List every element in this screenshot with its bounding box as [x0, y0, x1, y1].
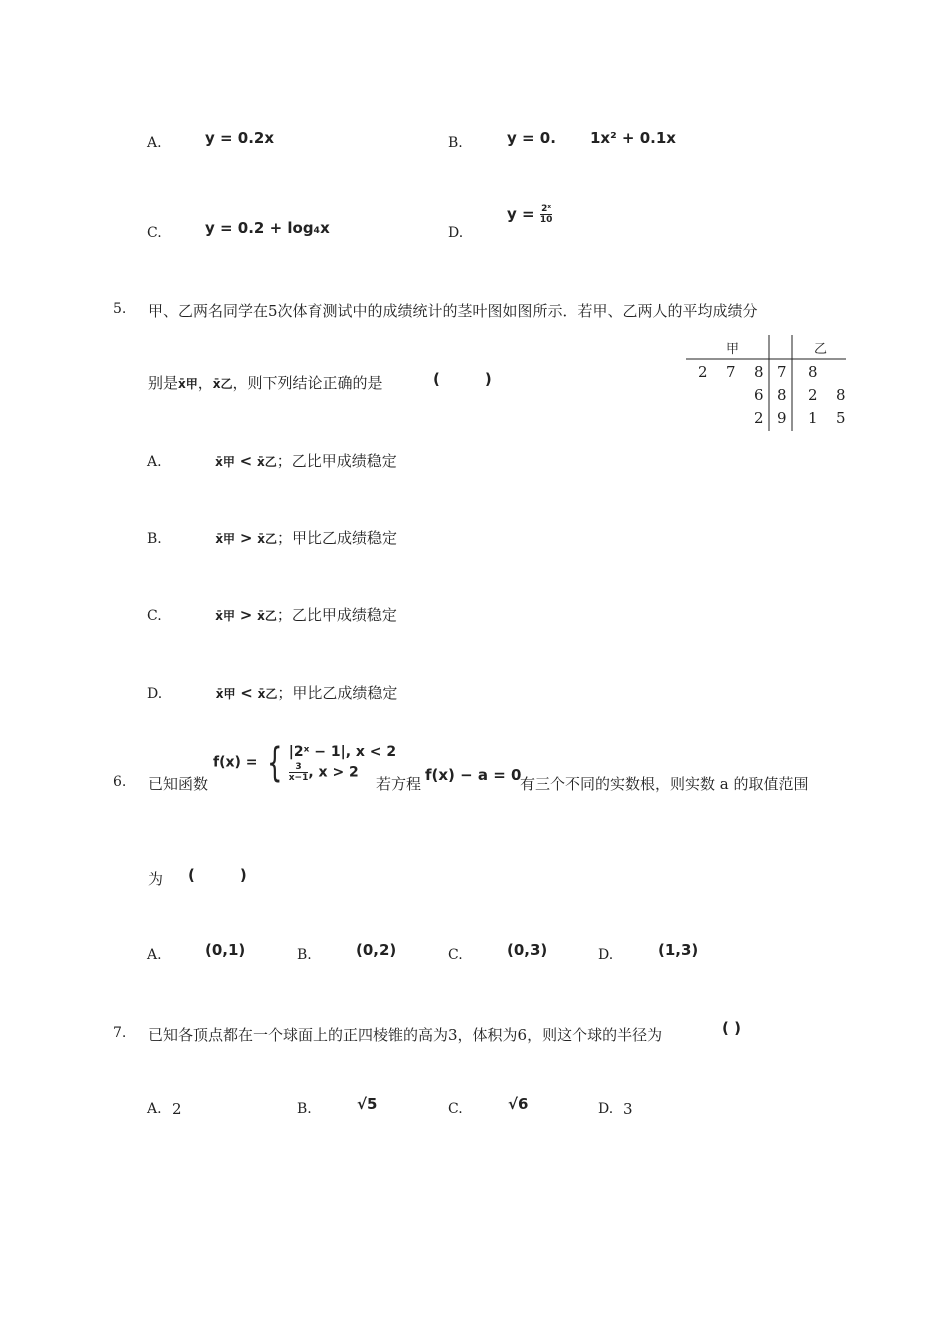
q6-case2-fraction — [289, 762, 309, 783]
q6-case1: |2ˣ − 1|, x < 2 — [288, 744, 397, 760]
q6-number: 6. — [113, 774, 127, 790]
q4-option-d-denominator: 10 — [539, 215, 553, 225]
q5-option-text: ；乙比甲成绩稳定 — [276, 606, 397, 624]
q6-option-value: (0,1) — [205, 941, 246, 959]
q4-option-d-label: D. — [448, 225, 464, 241]
stem-value: 8 — [777, 386, 787, 404]
stem-leaf-header-jia: 甲 — [726, 342, 740, 357]
q5-answer-paren: ( ) — [433, 370, 492, 388]
q5-option-label: A. — [147, 454, 162, 470]
q5-option-lhs: x̄甲 — [215, 455, 235, 469]
q5-option-lhs: x̄甲 — [215, 609, 235, 623]
leaf-jia: 2 — [698, 363, 708, 381]
q6-answer-paren: ( ) — [188, 866, 247, 884]
leaf-yi: 5 — [836, 409, 846, 427]
q6-option-value: (0,3) — [507, 941, 548, 959]
q6-option-label: B. — [297, 947, 312, 963]
q5-option-text: ；乙比甲成绩稳定 — [276, 452, 397, 470]
q5-option-b — [147, 527, 397, 548]
q5-option-rhs: x̄乙 — [257, 532, 277, 546]
q6-case2-condition: , x > 2 — [308, 764, 359, 781]
q5-stem-suffix: ，则下列结论正确的是 — [232, 374, 383, 392]
q4-option-a-label: A. — [147, 135, 162, 151]
q6-prefix: 已知函数 — [148, 775, 209, 793]
q5-option-lhs: x̄甲 — [215, 687, 236, 701]
leaf-yi: 8 — [808, 363, 818, 381]
q7-stem: 已知各顶点都在一个球面上的正四棱锥的高为3，体积为6，则这个球的半径为 — [148, 1026, 663, 1044]
q7-option-value: 3 — [623, 1100, 633, 1118]
q7-answer-paren: ( ) — [722, 1019, 741, 1037]
q4-option-d-fraction — [540, 204, 553, 225]
stem-value: 7 — [777, 363, 787, 381]
q4-option-b-label: B. — [448, 135, 463, 151]
q5-option-a — [147, 450, 397, 471]
leaf-jia: 8 — [754, 363, 764, 381]
q4-option-c-label: C. — [147, 225, 162, 241]
q6-option-value: (1,3) — [658, 941, 699, 959]
q4-option-d-formula — [507, 204, 552, 225]
q6-option-label: A. — [147, 947, 162, 963]
q6-option-label: D. — [598, 947, 614, 963]
q5-option-text: ；甲比乙成绩稳定 — [277, 684, 398, 702]
q7-option-label: B. — [297, 1101, 312, 1117]
q7-option-value: 2 — [172, 1100, 182, 1118]
leaf-yi: 2 — [808, 386, 818, 404]
q7-number: 7. — [113, 1025, 127, 1041]
stem-leaf-header-yi: 乙 — [814, 342, 828, 357]
q6-option-value: (0,2) — [356, 941, 397, 959]
stem-value: 9 — [777, 409, 787, 427]
q5-stem-line1: 甲、乙两名同学在5次体育测试中的成绩统计的茎叶图如图所示．若甲、乙两人的平均成绩分 — [148, 302, 758, 320]
q5-option-d — [147, 682, 397, 703]
leaf-yi: 8 — [836, 386, 846, 404]
leaf-jia: 6 — [754, 386, 764, 404]
q4-option-d-prefix: y = — [507, 205, 535, 223]
leaf-jia: 7 — [726, 363, 736, 381]
q7-option-value: √6 — [508, 1095, 529, 1113]
q5-stem-line2 — [148, 372, 383, 393]
q5-stem-prefix: 别是 — [148, 374, 179, 392]
q5-option-operator: < — [239, 452, 253, 470]
q7-option-label: C. — [448, 1101, 463, 1117]
q6-line2: 为 — [148, 870, 164, 888]
left-brace-icon: { — [267, 739, 283, 786]
q7-option-label: D. — [598, 1101, 614, 1117]
leaf-yi: 1 — [808, 409, 818, 427]
q4-option-b-formula-part1: y = 0. — [507, 129, 556, 147]
q5-option-label: B. — [147, 531, 162, 547]
q4-option-b-formula-part2: 1x² + 0.1x — [590, 129, 676, 147]
q6-fx: f(x) = — [213, 754, 258, 771]
q6-case2-numerator: 3 — [289, 762, 309, 773]
q5-option-operator: > — [239, 606, 253, 624]
q6-suffix: 有三个不同的实数根，则实数 a 的取值范围 — [520, 775, 809, 793]
q5-option-lhs: x̄甲 — [215, 532, 236, 546]
q6-case2-denominator: x−1 — [288, 773, 309, 783]
q6-mid: 若方程 — [376, 775, 422, 793]
q5-option-rhs: x̄乙 — [257, 455, 277, 469]
q6-option-label: C. — [448, 947, 463, 963]
q5-option-c — [147, 604, 397, 625]
q5-option-text: ；甲比乙成绩稳定 — [276, 529, 397, 547]
q4-option-d-numerator: 2ˣ — [541, 204, 552, 214]
q5-option-operator: < — [240, 684, 253, 702]
q5-option-label: D. — [147, 686, 163, 702]
q6-piecewise-function — [213, 739, 397, 786]
q5-xbar-yi: x̄乙 — [212, 377, 233, 391]
q5-option-rhs: x̄乙 — [257, 609, 277, 623]
leaf-jia: 2 — [754, 409, 764, 427]
q5-xbar-jia: x̄甲 — [178, 377, 198, 391]
q7-option-value: √5 — [357, 1095, 378, 1113]
q5-number: 5. — [113, 301, 127, 317]
q7-option-label: A. — [147, 1101, 162, 1117]
q5-option-rhs: x̄乙 — [257, 687, 278, 701]
q6-equation: f(x) − a = 0 — [425, 766, 522, 784]
q5-separator: ， — [197, 374, 213, 392]
q4-option-a-formula: y = 0.2x — [205, 129, 275, 147]
q5-option-label: C. — [147, 608, 162, 624]
q5-option-operator: > — [239, 529, 253, 547]
q4-option-c-formula: y = 0.2 + log₄x — [205, 219, 330, 237]
